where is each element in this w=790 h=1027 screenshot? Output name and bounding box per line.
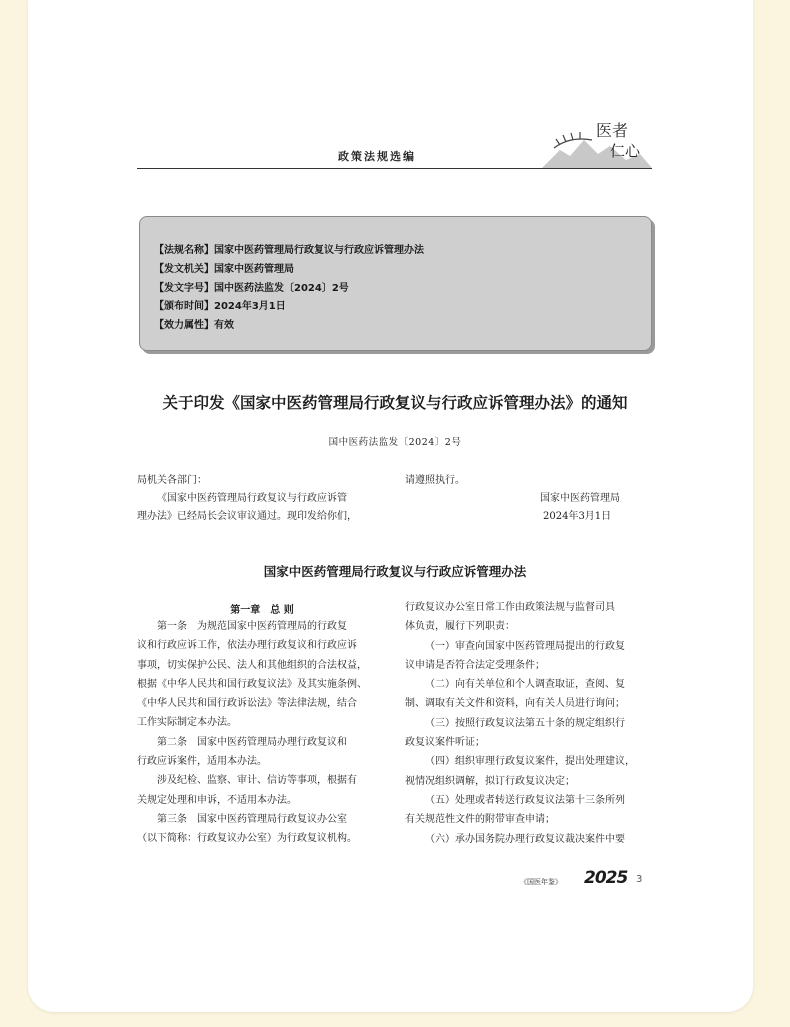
text-line: 制、调取有关文件和资料，向有关人员进行询问；	[405, 698, 625, 710]
text-line: 根据《中华人民共和国行政复议法》及其实施条例、	[137, 678, 367, 690]
text-line: 行政复议办公室日常工作由政策法规与监督司具	[405, 602, 615, 613]
text-line: 政复议案件听证；	[405, 737, 485, 749]
notice-body-line: 《国家中医药管理局行政复议与行政应诉管	[157, 493, 347, 504]
info-row-title: 【法规名称】国家中医药管理局行政复议与行政应诉管理办法	[154, 245, 424, 256]
notice-body-line: 理办法》已经局长会议审议通过。现印发给你们，	[137, 511, 357, 522]
notice-title: 关于印发《国家中医药管理局行政复议与行政应诉管理办法》的通知	[162, 393, 628, 412]
text-line: （以下简称：行政复议办公室）为行政复议机构。	[137, 833, 357, 845]
left-column	[137, 617, 387, 849]
text-line: 有关规范性文件的附带审查申请；	[405, 814, 555, 826]
header-rule	[137, 168, 652, 169]
text-line: 视情况组织调解，拟订行政复议决定；	[405, 775, 575, 787]
info-row-doc-number: 【发文字号】国中医药法监发〔2024〕2号	[154, 283, 349, 294]
text-line: 议申请是否符合法定受理条件；	[405, 659, 545, 671]
text-line: 第二条 国家中医药管理局办理行政复议和	[157, 736, 347, 748]
chapter-heading: 第一章 总 则	[230, 605, 294, 616]
info-row-date: 【颁布时间】2024年3月1日	[154, 301, 286, 312]
svg-text:仁心: 仁心	[610, 142, 641, 160]
svg-text:医者: 医者	[596, 121, 629, 140]
section-title: 政策法规选编	[338, 150, 416, 163]
notice-date: 2024年3月1日	[543, 511, 612, 522]
text-line: 涉及纪检、监察、审计、信访等事项，根据有	[157, 775, 357, 787]
text-line: 议和行政应诉工作，依法办理行政复议和行政应诉	[137, 640, 357, 652]
text-line: 第一条 为规范国家中医药管理局的行政复	[157, 621, 347, 632]
notice-addressee: 局机关各部门：	[137, 475, 207, 486]
text-line: （五）处理或者转送行政复议法第十三条所列	[425, 794, 625, 806]
right-column	[405, 598, 655, 849]
info-row-issuer: 【发文机关】国家中医药管理局	[154, 264, 294, 275]
page-number: 3	[636, 874, 643, 885]
text-line: 体负责，履行下列职责：	[405, 621, 515, 633]
text-line: 工作实际制定本办法。	[137, 717, 237, 729]
text-line: 事项，切实保护公民、法人和其他组织的合法权益，	[137, 659, 367, 671]
info-row-status: 【效力属性】有效	[154, 320, 234, 331]
text-line: （一）审查向国家中医药管理局提出的行政复	[425, 640, 625, 652]
notice-doc-number: 国中医药法监发〔2024〕2号	[328, 437, 462, 448]
notice-signer: 国家中医药管理局	[540, 493, 620, 504]
text-line: 第三条 国家中医药管理局行政复议办公室	[157, 813, 347, 825]
footer-book-title: 《国医年鉴》	[520, 878, 562, 886]
text-line: （三）按照行政复议法第五十条的规定组织行	[425, 717, 625, 729]
text-line: （四）组织审理行政复议案件，提出处理建议，	[425, 756, 635, 768]
text-line: 《中华人民共和国行政诉讼法》等法律法规，结合	[137, 698, 357, 710]
text-line: 行政应诉案件，适用本办法。	[137, 756, 267, 768]
text-line: （六）承办国务院办理行政复议裁决案件中要	[425, 833, 625, 845]
emblem-logo	[540, 110, 654, 172]
law-title: 国家中医药管理局行政复议与行政应诉管理办法	[263, 564, 527, 579]
text-line: 关规定处理和申诉，不适用本办法。	[137, 794, 297, 806]
text-line: （二）向有关单位和个人调查取证，查阅、复	[425, 679, 625, 691]
footer-year: 2025	[584, 868, 628, 888]
metadata-box	[139, 216, 652, 351]
notice-closing: 请遵照执行。	[405, 475, 465, 486]
